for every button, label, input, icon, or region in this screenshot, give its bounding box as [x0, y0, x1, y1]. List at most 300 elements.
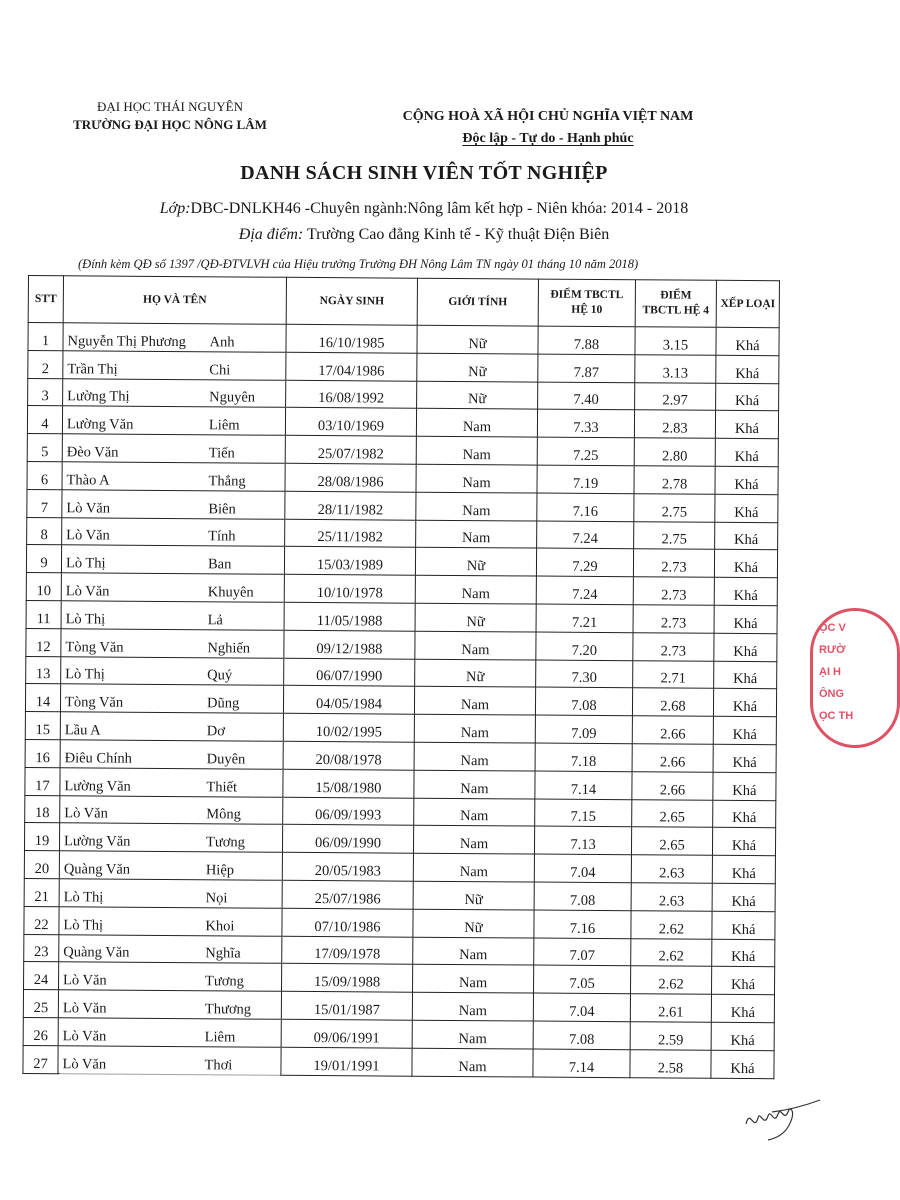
- col-header-gpa4: [635, 280, 716, 328]
- issuer-header: [50, 98, 290, 134]
- sex-cell: Nam: [413, 826, 534, 855]
- rank-cell: Khá: [715, 466, 778, 494]
- sex-cell: Nữ: [415, 548, 536, 577]
- stt-cell: 25: [23, 990, 58, 1018]
- gpa4-cell: 2.66: [632, 744, 713, 772]
- dob-cell: 25/07/1986: [282, 880, 413, 909]
- table-row: [24, 934, 775, 967]
- gpa10-cell: 7.20: [536, 632, 633, 660]
- dob-cell: 15/09/1988: [282, 964, 413, 993]
- name-cell: [60, 712, 283, 741]
- sex-cell: Nữ: [417, 381, 538, 410]
- gpa4-cell: 2.66: [632, 771, 713, 799]
- name-cell: [59, 906, 282, 935]
- gpa4-cell: 2.71: [633, 660, 714, 688]
- rank-cell: Khá: [711, 994, 774, 1022]
- rank-cell: Khá: [715, 411, 778, 439]
- table-row: [25, 712, 776, 745]
- first-name: Nọi: [205, 889, 228, 907]
- stt-cell: 22: [24, 906, 59, 934]
- name-cell: [62, 406, 285, 435]
- stt-cell: 9: [26, 545, 61, 573]
- gpa10-cell: 7.40: [538, 382, 635, 410]
- stt-cell: 10: [26, 573, 61, 601]
- first-name: Dũng: [206, 695, 240, 712]
- gpa10-cell: 7.21: [536, 604, 633, 632]
- last-name: Lò Văn: [65, 583, 110, 600]
- gpa10-cell: 7.08: [535, 687, 632, 715]
- rank-cell: Khá: [713, 716, 776, 744]
- sex-cell: Nam: [412, 992, 533, 1021]
- table-row: [24, 878, 775, 911]
- last-name: Lò Văn: [62, 1055, 107, 1073]
- first-name: Thơi: [204, 1056, 233, 1073]
- dob-cell: 06/09/1993: [283, 797, 414, 826]
- first-name: Hiệp: [205, 862, 235, 879]
- stt-cell: 21: [24, 878, 59, 906]
- last-name: Lò Thị: [65, 666, 105, 683]
- last-name: Lò Văn: [62, 1000, 107, 1017]
- gpa10-cell: 7.87: [538, 354, 635, 382]
- rank-cell: Khá: [714, 661, 777, 689]
- dob-cell: 25/07/1982: [285, 435, 416, 464]
- first-name: Thắng: [208, 473, 246, 490]
- first-name: Mông: [206, 806, 241, 823]
- sex-cell: Nam: [412, 1048, 533, 1077]
- sex-cell: Nam: [414, 742, 535, 771]
- stt-cell: 5: [27, 434, 62, 462]
- last-name: Lò Thị: [65, 555, 106, 572]
- name-cell: [59, 962, 282, 991]
- gpa4-cell: 2.58: [630, 1049, 711, 1077]
- last-name: Quàng Văn: [63, 861, 131, 878]
- dob-cell: 20/05/1983: [282, 852, 413, 881]
- table-row: [26, 656, 777, 689]
- gpa10-cell: 7.88: [538, 326, 635, 354]
- sex-cell: Nam: [416, 464, 537, 493]
- stt-cell: 16: [25, 739, 60, 767]
- first-name: Tương: [205, 834, 245, 851]
- gpa10-cell: 7.07: [534, 938, 631, 966]
- table-row: [23, 1045, 774, 1078]
- first-name: Thương: [204, 1001, 252, 1018]
- gpa10-cell: 7.15: [535, 799, 632, 827]
- table-row: [24, 823, 775, 856]
- dob-cell: 09/06/1991: [281, 1019, 412, 1048]
- location-value: Trường Cao đẳng Kinh tế - Kỹ thuật Điện Biên: [303, 226, 610, 243]
- gpa10-cell: 7.14: [535, 771, 632, 799]
- last-name: Trần Thị: [67, 360, 118, 378]
- col-header-gpa10-line1: ĐIỂM TBCTL: [550, 288, 624, 302]
- name-cell: [59, 934, 282, 963]
- table-row: [25, 767, 776, 800]
- rank-cell: Khá: [715, 438, 778, 466]
- stt-cell: 7: [27, 489, 62, 517]
- gpa10-cell: 7.16: [534, 910, 631, 938]
- name-cell: [60, 767, 283, 796]
- name-cell: [63, 323, 286, 352]
- last-name: Lường Văn: [64, 777, 131, 795]
- name-cell: [60, 795, 283, 824]
- rank-cell: Khá: [712, 855, 775, 883]
- sex-cell: Nam: [414, 770, 535, 799]
- sex-cell: Nữ: [413, 909, 534, 938]
- last-name: Quàng Văn: [63, 944, 130, 962]
- sex-cell: Nam: [413, 965, 534, 994]
- table-row: [26, 573, 777, 606]
- gpa4-cell: 2.63: [631, 883, 712, 911]
- dob-cell: 25/11/1982: [285, 519, 416, 548]
- gpa10-cell: 7.19: [537, 465, 634, 493]
- gpa10-cell: 7.14: [533, 1049, 630, 1077]
- name-cell: [59, 823, 282, 852]
- dob-cell: 06/09/1990: [282, 825, 413, 854]
- last-name: Lường Thị: [67, 388, 130, 406]
- first-name: Nghiến: [207, 639, 251, 657]
- location-line: [0, 226, 848, 244]
- table-row: [24, 851, 775, 884]
- gpa4-cell: 2.80: [634, 438, 715, 466]
- name-cell: [58, 1045, 281, 1074]
- sex-cell: Nam: [412, 1020, 533, 1049]
- sex-cell: Nam: [414, 687, 535, 716]
- class-label: Lớp:: [159, 200, 191, 217]
- rank-cell: Khá: [712, 911, 775, 939]
- name-cell: [61, 656, 284, 685]
- first-name: Tính: [208, 528, 236, 545]
- gpa4-cell: 2.75: [634, 521, 715, 549]
- rank-cell: Khá: [711, 1050, 774, 1078]
- last-name: Lò Văn: [66, 527, 110, 544]
- first-name: Thiết: [206, 778, 238, 796]
- stt-cell: 17: [25, 767, 60, 795]
- table-row: [24, 962, 775, 995]
- national-motto: Độc lập - Tự do - Hạnh phúc: [462, 131, 634, 146]
- dob-cell: 06/07/1990: [284, 658, 415, 687]
- rank-cell: Khá: [713, 689, 776, 717]
- gpa10-cell: 7.05: [533, 965, 630, 993]
- stt-cell: 18: [25, 795, 60, 823]
- dob-cell: 28/11/1982: [285, 491, 416, 520]
- table-row: [28, 350, 779, 383]
- name-cell: [63, 378, 286, 407]
- gpa10-cell: 7.09: [535, 715, 632, 743]
- sex-cell: Nữ: [415, 603, 536, 632]
- stt-cell: 1: [28, 323, 63, 351]
- table-header-row: [28, 276, 779, 328]
- gpa4-cell: 2.73: [633, 549, 714, 577]
- first-name: Liêm: [208, 417, 240, 434]
- sex-cell: Nam: [415, 575, 536, 604]
- rank-cell: Khá: [712, 828, 775, 856]
- last-name: Lò Văn: [62, 1027, 107, 1045]
- gpa4-cell: 2.66: [632, 716, 713, 744]
- stt-cell: 3: [28, 378, 63, 406]
- name-cell: [63, 351, 286, 380]
- name-cell: [61, 601, 284, 630]
- first-name: Tiến: [208, 445, 235, 462]
- first-name: Quý: [207, 667, 233, 684]
- table-row: [23, 1017, 774, 1050]
- table-body: [23, 323, 779, 1079]
- gpa10-cell: 7.08: [533, 1021, 630, 1049]
- stt-cell: 8: [27, 517, 62, 545]
- rank-cell: Khá: [715, 522, 778, 550]
- sex-cell: Nam: [416, 520, 537, 549]
- last-name: Tòng Văn: [64, 694, 124, 711]
- col-header-sex: GIỚI TÍNH: [417, 278, 538, 326]
- name-cell: [59, 851, 282, 880]
- last-name: Điêu Chính: [64, 750, 132, 767]
- last-name: Đèo Văn: [66, 444, 119, 461]
- last-name: Nguyễn Thị Phương: [67, 333, 186, 350]
- sex-cell: Nam: [413, 853, 534, 882]
- national-header: [378, 106, 718, 150]
- rank-cell: Khá: [712, 883, 775, 911]
- red-seal-stamp: ỌC V RƯỜ ẠI H ÔNG ỌC TH: [810, 608, 900, 748]
- national-title: CỘNG HOÀ XÃ HỘI CHỦ NGHĨA VIỆT NAM: [402, 109, 694, 124]
- dob-cell: 17/04/1986: [286, 352, 417, 381]
- rank-cell: Khá: [711, 967, 774, 995]
- rank-cell: Khá: [715, 494, 778, 522]
- table-row: [25, 684, 776, 717]
- stt-cell: 19: [24, 823, 59, 851]
- gpa4-cell: 3.15: [635, 327, 716, 355]
- stt-cell: 6: [27, 461, 62, 489]
- table-row: [27, 461, 778, 494]
- table-row: [25, 795, 776, 828]
- stt-cell: 2: [28, 350, 63, 378]
- dob-cell: 15/08/1980: [283, 769, 414, 798]
- name-cell: [62, 490, 285, 519]
- name-cell: [62, 517, 285, 546]
- table-row: [25, 739, 776, 772]
- dob-cell: 19/01/1991: [281, 1047, 412, 1076]
- rank-cell: Khá: [712, 939, 775, 967]
- gpa4-cell: 3.13: [635, 355, 716, 383]
- col-header-dob: NGÀY SINH: [286, 277, 417, 325]
- gpa10-cell: 7.24: [536, 576, 633, 604]
- rank-cell: Khá: [716, 355, 779, 383]
- first-name: Khuyên: [207, 584, 254, 601]
- dob-cell: 17/09/1978: [282, 936, 413, 965]
- first-name: Lả: [207, 612, 223, 629]
- stt-cell: 26: [23, 1017, 58, 1045]
- gpa10-cell: 7.08: [534, 882, 631, 910]
- last-name: Lò Thị: [65, 611, 106, 628]
- last-name: Tòng Văn: [65, 638, 124, 656]
- gpa4-cell: 2.75: [634, 494, 715, 522]
- sex-cell: Nữ: [415, 659, 536, 688]
- rank-cell: Khá: [713, 772, 776, 800]
- gpa4-cell: 2.62: [631, 938, 712, 966]
- gpa4-cell: 2.73: [633, 605, 714, 633]
- school-name: TRƯỜNG ĐẠI HỌC NÔNG LÂM: [73, 117, 267, 132]
- rank-cell: Khá: [716, 327, 779, 355]
- gpa4-cell: 2.68: [632, 688, 713, 716]
- table-row: [28, 323, 779, 356]
- first-name: Tương: [205, 973, 245, 990]
- name-cell: [58, 990, 281, 1019]
- table-row: [27, 434, 778, 467]
- gpa10-cell: 7.13: [534, 826, 631, 854]
- gpa4-cell: 2.73: [633, 577, 714, 605]
- gpa10-cell: 7.18: [535, 743, 632, 771]
- first-name: Dơ: [206, 723, 226, 740]
- first-name: Khoi: [205, 917, 235, 934]
- stt-cell: 20: [24, 851, 59, 879]
- col-header-stt: STT: [28, 276, 63, 323]
- table-row: [23, 990, 774, 1023]
- rank-cell: Khá: [713, 744, 776, 772]
- last-name: Lò Văn: [66, 499, 111, 517]
- sex-cell: Nữ: [417, 353, 538, 382]
- name-cell: [61, 573, 284, 602]
- stt-cell: 27: [23, 1045, 58, 1073]
- table-row: [26, 628, 777, 661]
- location-label: Địa điểm:: [238, 226, 304, 243]
- col-header-rank: XẾP LOẠI: [716, 280, 779, 327]
- gpa4-cell: 2.83: [634, 410, 715, 438]
- col-header-gpa10-line2: HỆ 10: [571, 303, 603, 317]
- stt-cell: 13: [26, 656, 61, 684]
- sex-cell: Nam: [416, 492, 537, 521]
- last-name: Lò Văn: [63, 972, 107, 989]
- rank-cell: Khá: [714, 577, 777, 605]
- gpa10-cell: 7.04: [534, 854, 631, 882]
- dob-cell: 28/08/1986: [285, 463, 416, 492]
- gpa10-cell: 7.04: [533, 993, 630, 1021]
- gpa10-cell: 7.24: [537, 521, 634, 549]
- gpa4-cell: 2.97: [635, 382, 716, 410]
- sex-cell: Nam: [415, 631, 536, 660]
- dob-cell: 07/10/1986: [282, 908, 413, 937]
- first-name: Duyên: [206, 751, 246, 768]
- name-cell: [61, 629, 284, 658]
- name-cell: [62, 462, 285, 491]
- table-row: [24, 906, 775, 939]
- stt-cell: 23: [24, 934, 59, 962]
- rank-cell: Khá: [714, 550, 777, 578]
- rank-cell: Khá: [711, 1022, 774, 1050]
- first-name: Chi: [209, 361, 231, 379]
- last-name: Lò Văn: [64, 805, 108, 822]
- dob-cell: 16/10/1985: [286, 324, 417, 353]
- gpa4-cell: 2.78: [634, 466, 715, 494]
- last-name: Lường Văn: [66, 416, 134, 433]
- last-name: Lường Văn: [63, 833, 131, 850]
- first-name: Liêm: [204, 1028, 236, 1046]
- sex-cell: Nam: [414, 798, 535, 827]
- name-cell: [58, 1018, 281, 1047]
- gpa4-cell: 2.62: [631, 910, 712, 938]
- stt-cell: 24: [24, 962, 59, 990]
- rank-cell: Khá: [713, 800, 776, 828]
- table-row: [27, 489, 778, 522]
- dob-cell: 16/08/1992: [286, 380, 417, 409]
- gpa10-cell: 7.30: [536, 660, 633, 688]
- dob-cell: 20/08/1978: [283, 741, 414, 770]
- dob-cell: 04/05/1984: [283, 686, 414, 715]
- dob-cell: 15/03/1989: [284, 547, 415, 576]
- stt-cell: 15: [25, 712, 60, 740]
- sex-cell: Nam: [414, 714, 535, 743]
- gpa10-cell: 7.29: [536, 548, 633, 576]
- col-header-gpa10: [538, 279, 635, 327]
- table-row: [26, 600, 777, 633]
- name-cell: [60, 684, 283, 713]
- dob-cell: 09/12/1988: [284, 630, 415, 659]
- graduates-table: [22, 275, 780, 1079]
- first-name: Ban: [207, 556, 232, 573]
- dob-cell: 11/05/1988: [284, 602, 415, 631]
- dob-cell: 03/10/1969: [285, 408, 416, 437]
- name-cell: [59, 879, 282, 908]
- table-row: [27, 517, 778, 550]
- sex-cell: Nữ: [413, 881, 534, 910]
- stt-cell: 4: [27, 406, 62, 434]
- gpa4-cell: 2.73: [633, 632, 714, 660]
- last-name: Thào A: [66, 472, 110, 489]
- first-name: Anh: [209, 334, 235, 351]
- gpa4-cell: 2.62: [630, 966, 711, 994]
- first-name: Biên: [208, 500, 236, 518]
- rank-cell: Khá: [714, 605, 777, 633]
- col-header-gpa4-line2: TBCTL HỆ 4: [642, 304, 710, 317]
- sex-cell: Nam: [416, 409, 537, 438]
- stt-cell: 12: [26, 628, 61, 656]
- dob-cell: 10/10/1978: [284, 574, 415, 603]
- name-cell: [61, 545, 284, 574]
- gpa4-cell: 2.63: [631, 855, 712, 883]
- class-value: DBC-DNLKH46 -Chuyên ngành:Nông lâm kết hợp - Niên khóa: 2014 - 2018: [190, 200, 689, 217]
- col-header-name: HỌ VÀ TÊN: [63, 276, 286, 325]
- stt-cell: 14: [25, 684, 60, 712]
- university-name: ĐẠI HỌC THÁI NGUYÊN: [97, 99, 243, 114]
- gpa10-cell: 7.25: [537, 437, 634, 465]
- rank-cell: Khá: [716, 383, 779, 411]
- first-name: Nghĩa: [205, 945, 241, 962]
- signature-mark: [738, 1088, 828, 1148]
- stt-cell: 11: [26, 600, 61, 628]
- gpa10-cell: 7.33: [537, 409, 634, 437]
- last-name: Lò Thị: [63, 916, 104, 934]
- dob-cell: 10/02/1995: [283, 713, 414, 742]
- class-line: [0, 200, 848, 218]
- name-cell: [62, 434, 285, 463]
- gpa4-cell: 2.59: [630, 1022, 711, 1050]
- rank-cell: Khá: [714, 633, 777, 661]
- table-row: [26, 545, 777, 578]
- gpa4-cell: 2.65: [632, 799, 713, 827]
- gpa4-cell: 2.65: [631, 827, 712, 855]
- gpa10-cell: 7.16: [537, 493, 634, 521]
- table-row: [28, 378, 779, 411]
- sex-cell: Nam: [413, 937, 534, 966]
- document-title: DANH SÁCH SINH VIÊN TỐT NGHIỆP: [240, 162, 608, 184]
- sex-cell: Nữ: [417, 325, 538, 354]
- last-name: Lầu A: [64, 722, 101, 739]
- last-name: Lò Thị: [63, 888, 104, 906]
- dob-cell: 15/01/1987: [281, 991, 412, 1020]
- sex-cell: Nam: [416, 436, 537, 465]
- col-header-gpa4-line1: ĐIỂM: [660, 289, 692, 302]
- name-cell: [60, 740, 283, 769]
- decision-note: (Đính kèm QĐ số 1397 /QĐ-ĐTVLVH của Hiệu trưởng Trường ĐH Nông Lâm TN ngày 01 tháng 10 năm 2018): [78, 257, 639, 271]
- first-name: Nguyên: [209, 389, 256, 406]
- gpa4-cell: 2.61: [630, 994, 711, 1022]
- table-row: [27, 406, 778, 439]
